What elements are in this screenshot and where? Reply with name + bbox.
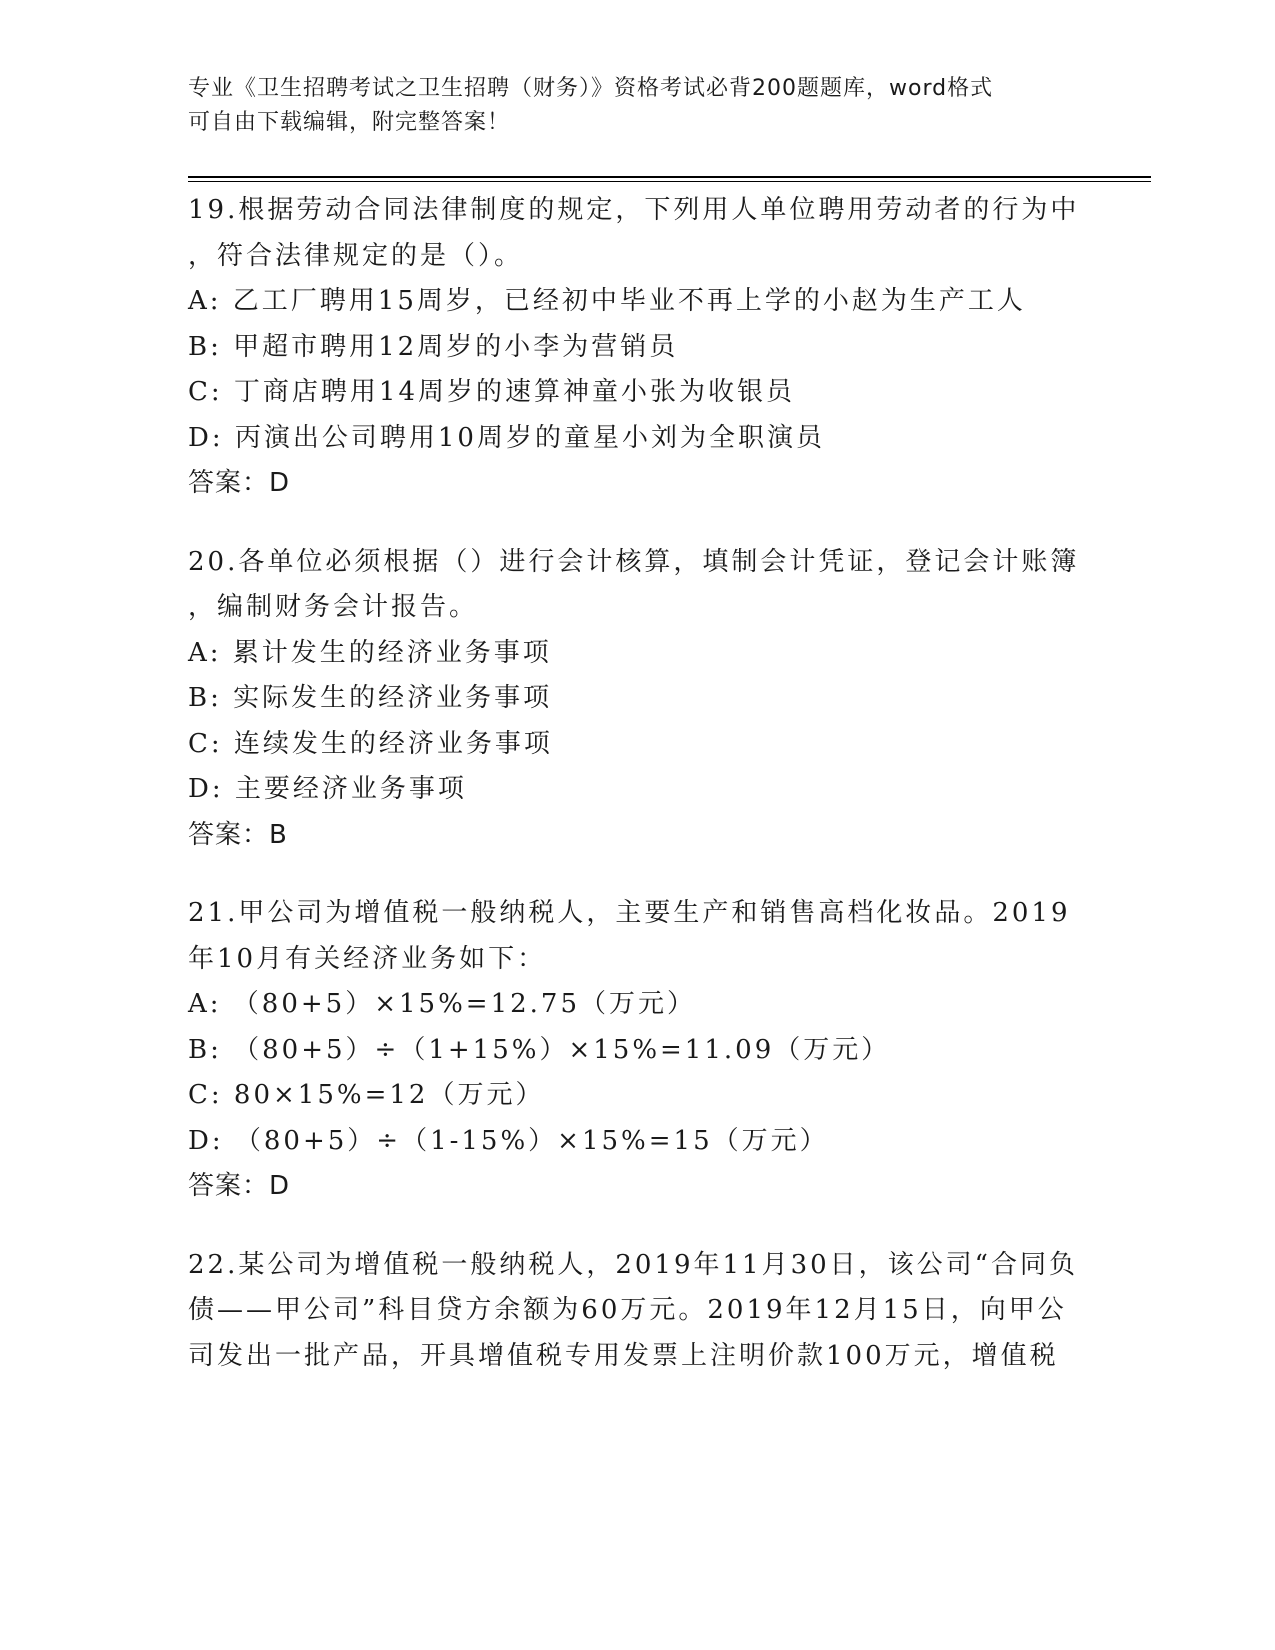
question-stem: 司发出一批产品，开具增值税专用发票上注明价款100万元，增值税 bbox=[188, 1340, 1059, 1371]
option-c: C: 丁商店聘用14周岁的速算神童小张为收银员 bbox=[188, 377, 796, 407]
option-a: A: 乙工厂聘用15周岁，已经初中毕业不再上学的小赵为生产工人 bbox=[188, 286, 1026, 316]
question-stem: 19.根据劳动合同法律制度的规定，下列用人单位聘用劳动者的行为中 bbox=[188, 195, 1080, 225]
option-c: C: 80×15%=12（万元） bbox=[188, 1080, 545, 1110]
question-stem: 20.各单位必须根据（）进行会计核算，填制会计凭证，登记会计账簿 bbox=[188, 546, 1080, 577]
header-divider-thick bbox=[188, 176, 1151, 178]
question-stem: ，符合法律规定的是（）。 bbox=[188, 240, 524, 271]
option-a: A: （80+5）×15%=12.75（万元） bbox=[188, 989, 697, 1019]
header-line-2: 可自由下载编辑，附完整答案！ bbox=[188, 110, 511, 135]
option-b: B: （80+5）÷（1+15%）×15%=11.09（万元） bbox=[188, 1034, 891, 1065]
question-stem: 年10月有关经济业务如下： bbox=[188, 943, 547, 974]
option-a: A: 累计发生的经济业务事项 bbox=[188, 637, 552, 668]
question-stem: ，编制财务会计报告。 bbox=[188, 592, 479, 622]
question-stem: 21.甲公司为增值税一般纳税人，主要生产和销售高档化妆品。2019 bbox=[188, 898, 1071, 928]
option-b: B: 甲超市聘用12周岁的小李为营销员 bbox=[188, 331, 679, 362]
answer-line: 答案：D bbox=[188, 468, 291, 498]
option-d: D: 主要经济业务事项 bbox=[188, 774, 467, 804]
question-21 bbox=[188, 891, 1088, 1210]
header-divider-thin bbox=[188, 181, 1151, 182]
option-c: C: 连续发生的经济业务事项 bbox=[188, 728, 553, 759]
question-list bbox=[188, 188, 1088, 1412]
answer-line: 答案：D bbox=[188, 1171, 291, 1201]
question-stem: 债——甲公司”科目贷方余额为60万元。2019年12月15日，向甲公 bbox=[188, 1295, 1067, 1325]
question-20 bbox=[188, 540, 1088, 859]
question-stem: 22.某公司为增值税一般纳税人，2019年11月30日，该公司“合同负 bbox=[188, 1249, 1078, 1280]
option-d: D: （80+5）÷（1-15%）×15%=15（万元） bbox=[188, 1125, 829, 1156]
option-d: D: 丙演出公司聘用10周岁的童星小刘为全职演员 bbox=[188, 422, 825, 453]
option-b: B: 实际发生的经济业务事项 bbox=[188, 683, 553, 713]
question-22 bbox=[188, 1243, 1088, 1380]
question-19 bbox=[188, 188, 1088, 507]
answer-line: 答案：B bbox=[188, 819, 288, 850]
header-line-1: 专业《卫生招聘考试之卫生招聘（财务）》资格考试必背200题题库，word格式 bbox=[188, 76, 994, 101]
document-header bbox=[188, 72, 1068, 140]
